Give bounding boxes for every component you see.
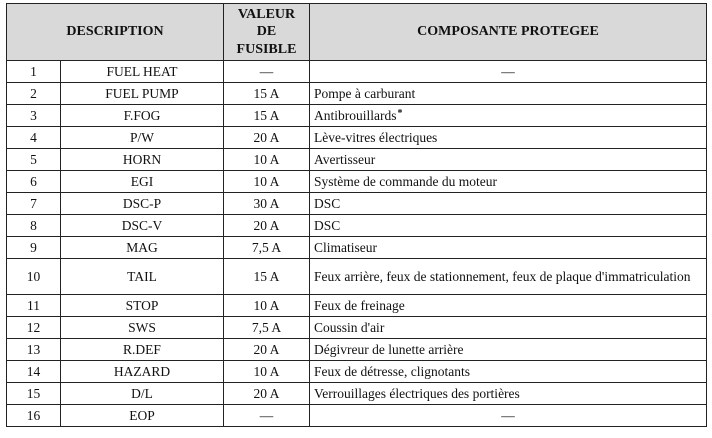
header-fuse-value — [224, 4, 310, 61]
fuse-value: 20 A — [224, 127, 310, 149]
protected-component-text: Système de commande du moteur — [314, 173, 497, 189]
header-row — [7, 4, 707, 61]
fuse-description: DSC-P — [61, 193, 224, 215]
header-description: DESCRIPTION — [7, 4, 224, 61]
protected-component-text: Lève-vitres électriques — [314, 129, 438, 145]
fuse-value: 20 A — [224, 215, 310, 237]
protected-component — [310, 193, 707, 215]
header-fuse-value-line2: DE — [256, 24, 277, 40]
protected-component-text: Verrouillages électriques des portières — [314, 385, 520, 401]
fuse-number: 14 — [7, 361, 61, 383]
protected-component-text: Coussin d'air — [314, 319, 385, 335]
fuse-number: 5 — [7, 149, 61, 171]
fuse-value: 30 A — [224, 193, 310, 215]
protected-component-text: Antibrouillards — [314, 107, 397, 123]
fuse-table-header — [7, 4, 707, 61]
protected-component — [310, 215, 707, 237]
fuse-description: EGI — [61, 171, 224, 193]
fuse-number: 7 — [7, 193, 61, 215]
protected-component-text: Climatiseur — [314, 239, 377, 255]
protected-component — [310, 295, 707, 317]
fuse-number: 16 — [7, 405, 61, 427]
table-row — [7, 339, 707, 361]
header-fuse-value-line3: FUSIBLE — [236, 41, 297, 57]
protected-component — [310, 61, 707, 83]
protected-component — [310, 259, 707, 295]
table-row — [7, 405, 707, 427]
protected-component-text: Avertisseur — [314, 151, 376, 167]
table-row — [7, 215, 707, 237]
fuse-description: D/L — [61, 383, 224, 405]
fuse-description: HORN — [61, 149, 224, 171]
protected-component-text: — — [501, 407, 515, 423]
table-row — [7, 383, 707, 405]
fuse-value: 7,5 A — [224, 237, 310, 259]
fuse-description: MAG — [61, 237, 224, 259]
fuse-description: R.DEF — [61, 339, 224, 361]
fuse-number: 2 — [7, 83, 61, 105]
protected-component — [310, 105, 707, 127]
fuse-value: 10 A — [224, 149, 310, 171]
fuse-value: 15 A — [224, 259, 310, 295]
fuse-value: 7,5 A — [224, 317, 310, 339]
table-row — [7, 193, 707, 215]
protected-component-text: — — [501, 63, 515, 79]
protected-component — [310, 83, 707, 105]
protected-component — [310, 383, 707, 405]
table-row — [7, 317, 707, 339]
protected-component-text: Pompe à carburant — [314, 85, 416, 101]
fuse-value: 10 A — [224, 171, 310, 193]
header-protected-component: COMPOSANTE PROTEGEE — [310, 4, 707, 61]
fuse-value: 15 A — [224, 105, 310, 127]
protected-component-text: Dégivreur de lunette arrière — [314, 341, 464, 357]
fuse-description: P/W — [61, 127, 224, 149]
protected-component — [310, 317, 707, 339]
fuse-number: 11 — [7, 295, 61, 317]
fuse-table-body — [7, 61, 707, 427]
protected-component-text: DSC — [314, 217, 341, 233]
protected-component — [310, 237, 707, 259]
fuse-number: 12 — [7, 317, 61, 339]
protected-component-text: Feux arrière, feux de stationnement, feux de plaque d'immatriculation — [314, 268, 691, 284]
fuse-description: FUEL PUMP — [61, 83, 224, 105]
protected-component — [310, 127, 707, 149]
fuse-number: 10 — [7, 259, 61, 295]
table-row — [7, 295, 707, 317]
fuse-value: — — [224, 405, 310, 427]
fuse-value: 15 A — [224, 83, 310, 105]
fuse-number: 13 — [7, 339, 61, 361]
fuse-description: SWS — [61, 317, 224, 339]
fuse-value: 20 A — [224, 339, 310, 361]
table-row — [7, 259, 707, 295]
table-row — [7, 171, 707, 193]
fuse-description: HAZARD — [61, 361, 224, 383]
table-row — [7, 61, 707, 83]
fuse-number: 1 — [7, 61, 61, 83]
protected-component — [310, 149, 707, 171]
table-row — [7, 127, 707, 149]
fuse-number: 15 — [7, 383, 61, 405]
table-row — [7, 237, 707, 259]
protected-component — [310, 171, 707, 193]
fuse-table — [6, 3, 707, 427]
fuse-number: 8 — [7, 215, 61, 237]
protected-component — [310, 361, 707, 383]
fuse-value: 10 A — [224, 295, 310, 317]
fuse-number: 9 — [7, 237, 61, 259]
protected-component-text: Feux de détresse, clignotants — [314, 363, 470, 379]
fuse-value: 10 A — [224, 361, 310, 383]
fuse-value: — — [224, 61, 310, 83]
header-fuse-value-line1: VALEUR — [237, 6, 296, 22]
protected-component-text: DSC — [314, 195, 341, 211]
protected-component-text: Feux de freinage — [314, 297, 405, 313]
protected-component — [310, 339, 707, 361]
fuse-description: FUEL HEAT — [61, 61, 224, 83]
fuse-number: 6 — [7, 171, 61, 193]
table-row — [7, 149, 707, 171]
fuse-description: F.FOG — [61, 105, 224, 127]
fuse-description: DSC-V — [61, 215, 224, 237]
footnote-marker: * — [397, 107, 403, 119]
table-row — [7, 361, 707, 383]
table-row — [7, 105, 707, 127]
fuse-description: STOP — [61, 295, 224, 317]
fuse-description: EOP — [61, 405, 224, 427]
fuse-number: 3 — [7, 105, 61, 127]
fuse-number: 4 — [7, 127, 61, 149]
fuse-description: TAIL — [61, 259, 224, 295]
table-row — [7, 83, 707, 105]
protected-component — [310, 405, 707, 427]
fuse-value: 20 A — [224, 383, 310, 405]
